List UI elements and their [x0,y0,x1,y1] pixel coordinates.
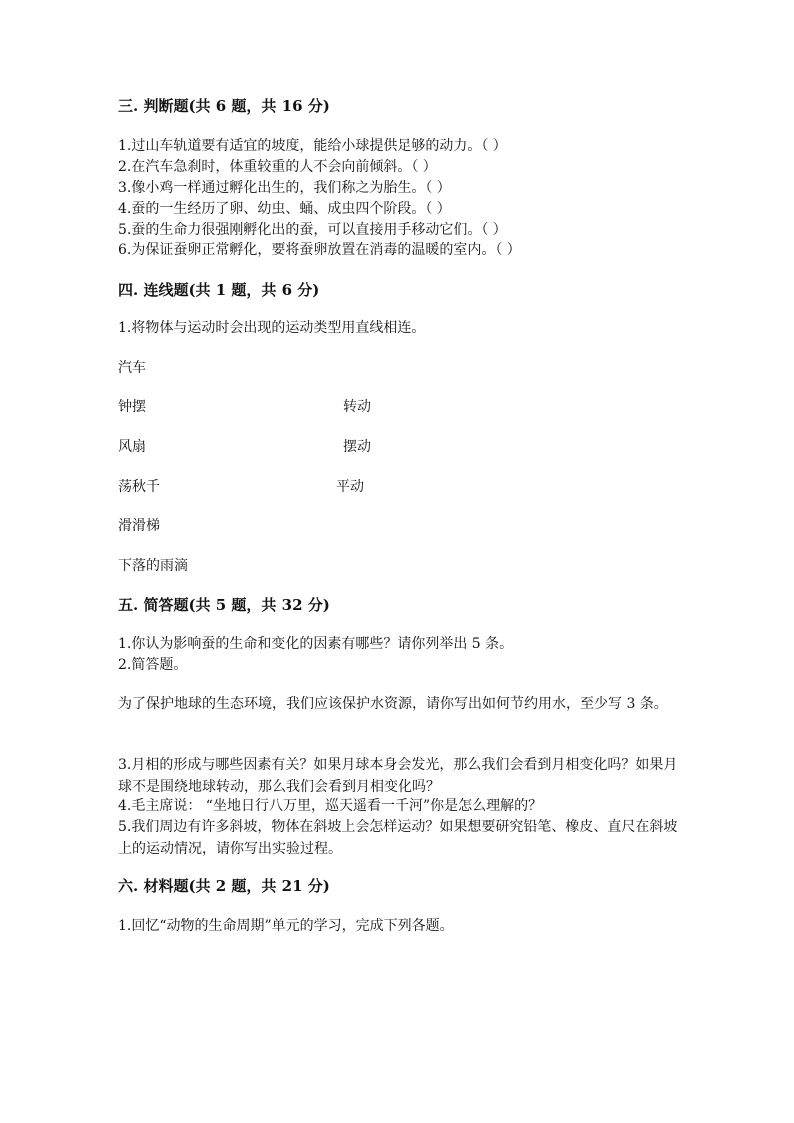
section-3-heading: 三. 判断题(共 6 题，共 16 分) [118,97,330,115]
short-answer-question-1: 1.你认为影响蚕的生命和变化的因素有哪些？请你列举出 5 条。 [118,636,514,652]
judgment-question-1: 1.过山车轨道要有适宜的坡度，能给小球提供足够的动力。（ ） [118,138,507,154]
short-answer-question-3: 3.月相的形成与哪些因素有关？如果月球本身会发光，那么我们会看到月相变化吗？如果月球不是围绕地球转动，那么我们会看到月相变化吗？ [118,757,678,795]
short-answer-question-4: 4.毛主席说： “坐地日行八万里，巡天遥看一千河”你是怎么理解的？ [118,798,543,814]
short-answer-question-2-body: 为了保护地球的生态环境，我们应该保护水资源，请你写出如何节约用水，至少写 3 条。 [118,696,668,712]
matching-right-item: 转动 [343,399,371,415]
matching-left-item: 滑滑梯 [118,518,160,534]
matching-left-item: 下落的雨滴 [118,558,188,574]
matching-left-item: 钟摆 [118,399,146,415]
section-5-heading: 五. 简答题(共 5 题，共 32 分) [118,596,330,614]
matching-left-item: 风扇 [118,439,146,455]
matching-right-item: 平动 [336,479,364,495]
material-question-1: 1.回忆“动物的生命周期”单元的学习，完成下列各题。 [118,918,454,934]
matching-question: 1.将物体与运动时会出现的运动类型用直线相连。 [118,320,426,336]
matching-left-item: 汽车 [118,360,146,376]
matching-left-item: 荡秋千 [118,479,160,495]
judgment-question-5: 5.蚕的生命力很强刚孵化出的蚕，可以直接用手移动它们。（ ） [118,222,507,238]
short-answer-question-2: 2.简答题。 [118,657,188,673]
matching-right-item: 摆动 [343,439,371,455]
short-answer-question-5: 5.我们周边有许多斜坡，物体在斜坡上会怎样运动？如果想要研究铅笔、橡皮、直尺在斜坡上的运动情况，请你写出实验过程。 [118,819,678,857]
judgment-question-2: 2.在汽车急刹时，体重较重的人不会向前倾斜。（ ） [118,159,437,175]
judgment-question-4: 4.蚕的一生经历了卵、幼虫、蛹、成虫四个阶段。（ ） [118,201,451,217]
judgment-question-3: 3.像小鸡一样通过孵化出生的，我们称之为胎生。（ ） [118,180,451,196]
judgment-question-6: 6.为保证蚕卵正常孵化，要将蚕卵放置在消毒的温暖的室内。（ ） [118,242,521,258]
section-6-heading: 六. 材料题(共 2 题，共 21 分) [118,877,330,895]
section-4-heading: 四. 连线题(共 1 题，共 6 分) [118,281,320,299]
